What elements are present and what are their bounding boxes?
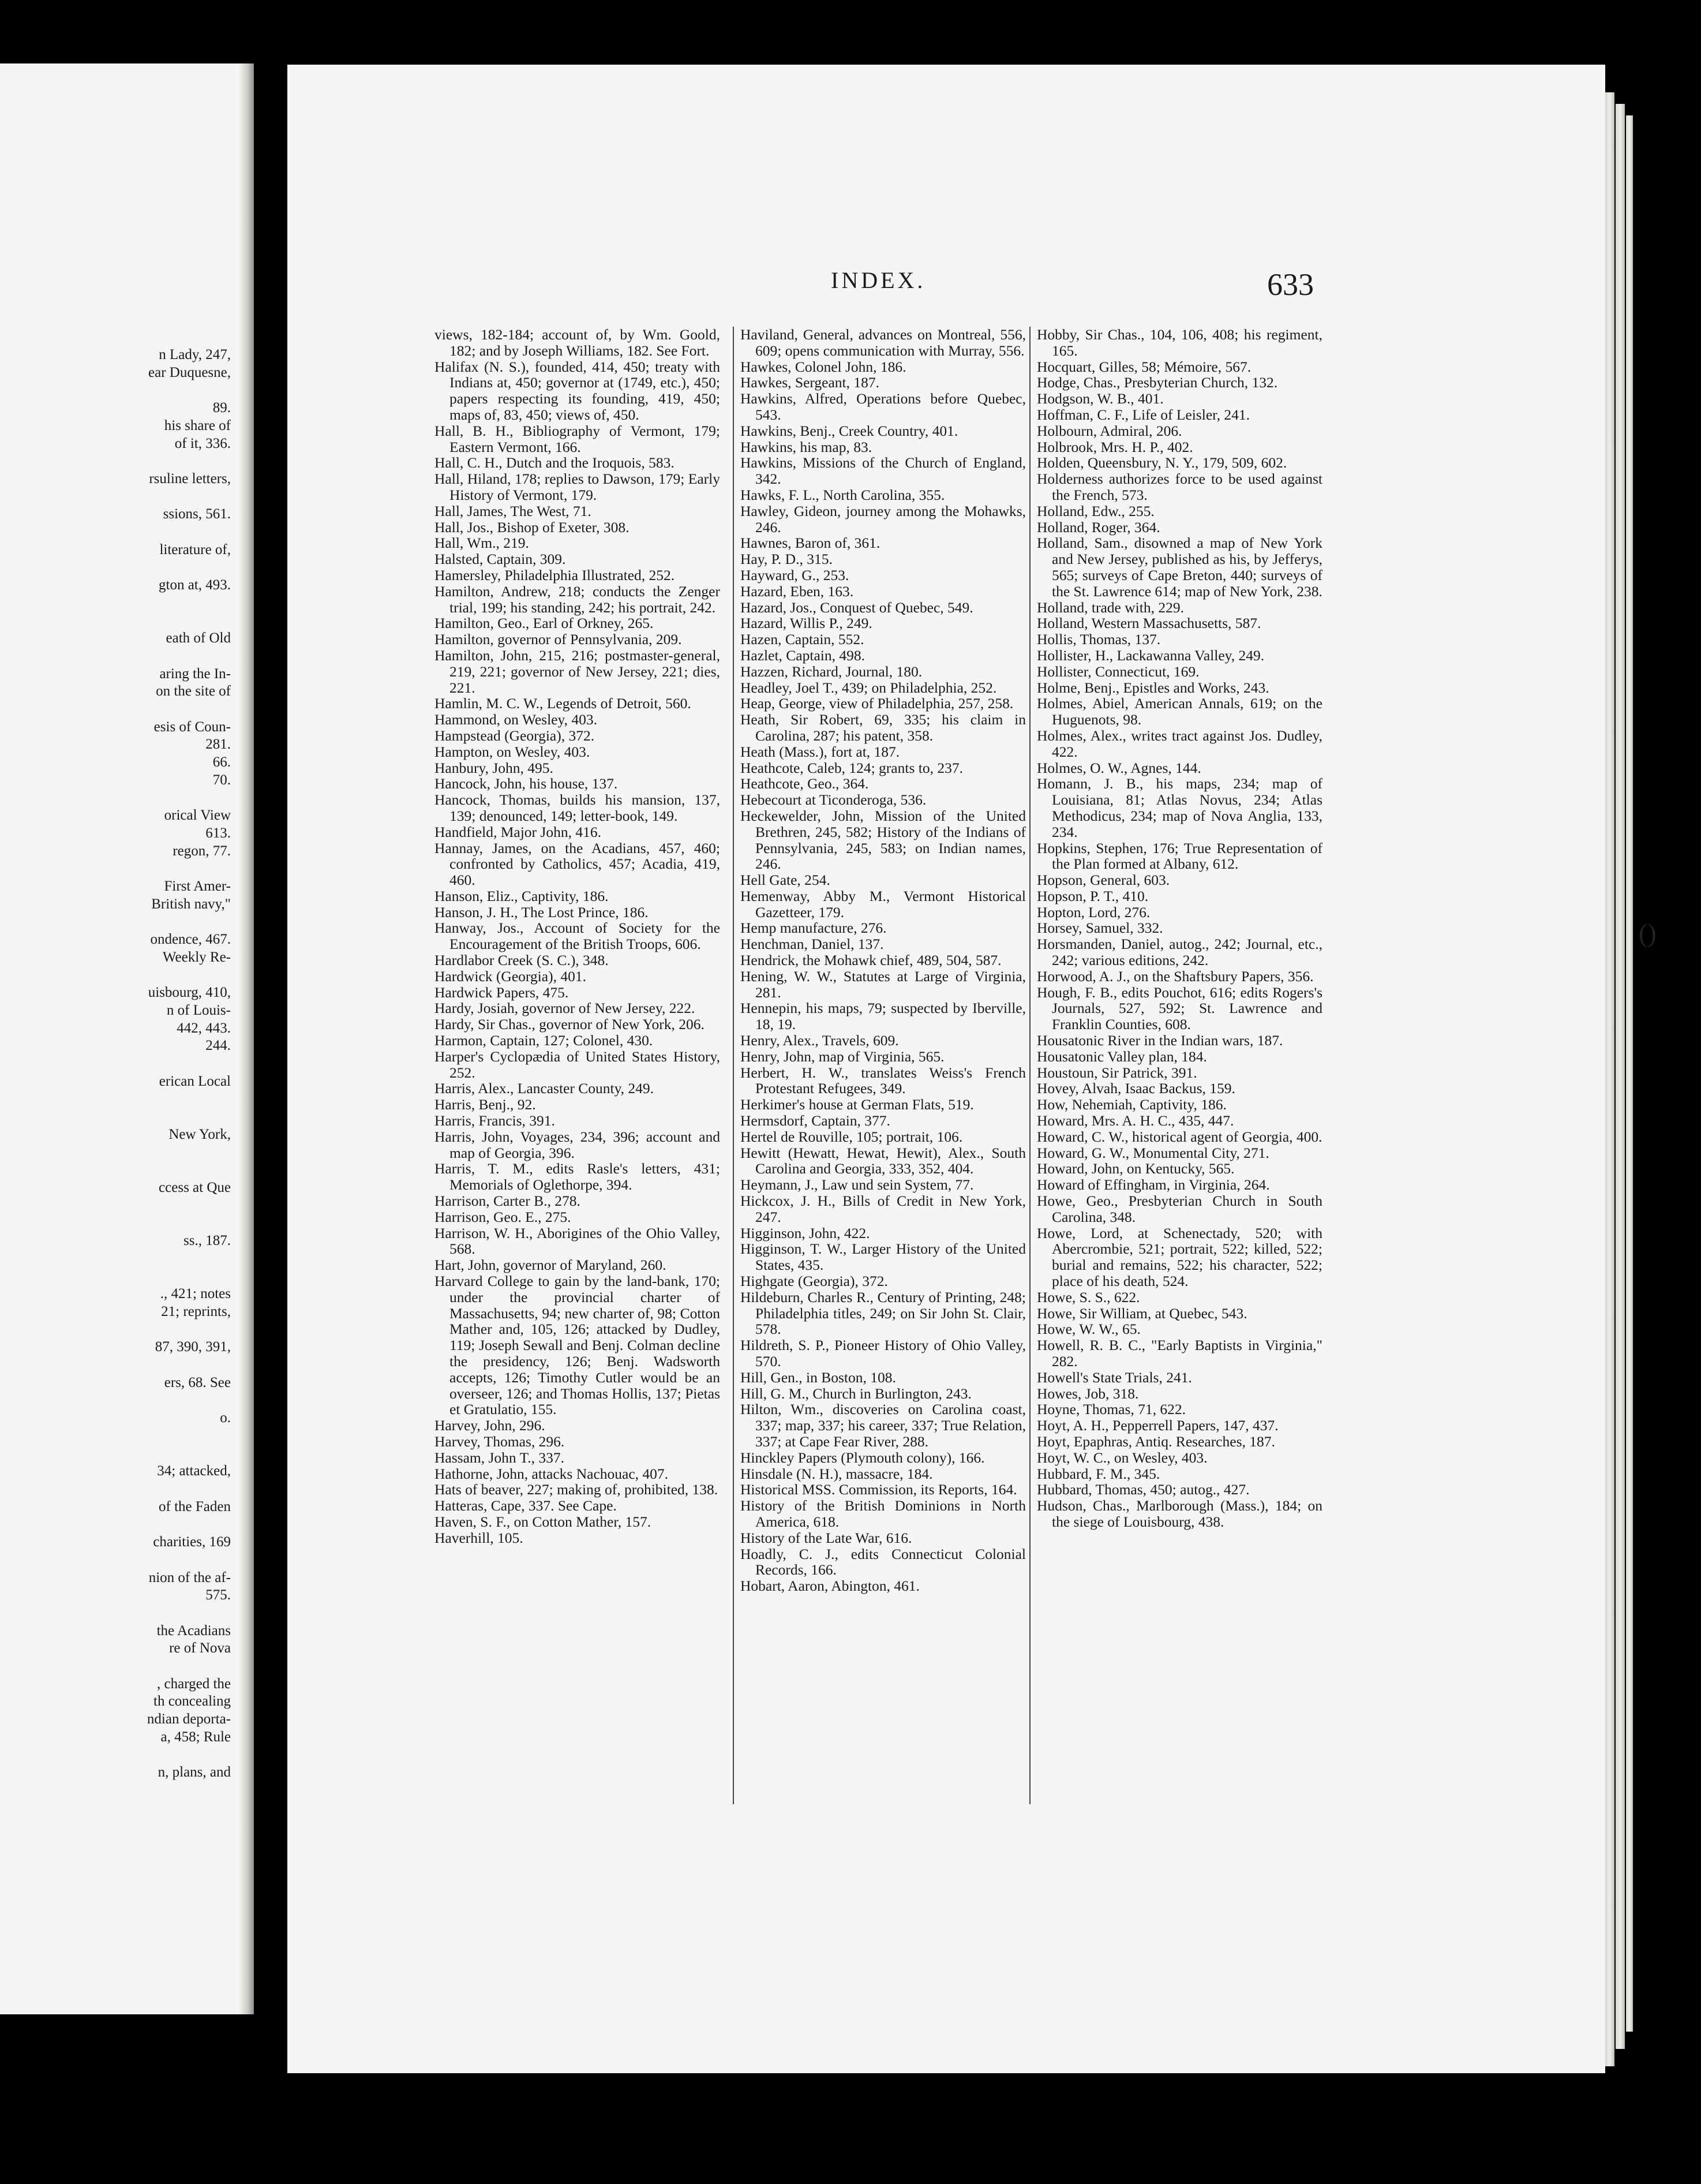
left-page-line [0, 1197, 231, 1215]
index-entry: Haverhill, 105. [434, 1529, 523, 1546]
left-page-line: charities, 169 [153, 1534, 231, 1550]
index-entry: Hamilton, governor of Pennsylvania, 209. [434, 631, 682, 648]
index-entry: Harvey, John, 296. [434, 1417, 545, 1434]
index-entry: Hamersley, Philadelphia Illustrated, 252. [434, 566, 675, 584]
left-page-line [0, 452, 231, 470]
index-column-1 [434, 327, 720, 1546]
left-page-line: ndian deporta- [147, 1711, 231, 1727]
index-entry: Howard, G. W., Monumental City, 271. [1037, 1144, 1269, 1161]
index-entry: Hemp manufacture, 276. [740, 919, 887, 937]
index-entry: Herbert, H. W., translates Weiss's French Protestant Refugees, 349. [740, 1064, 1026, 1097]
left-page-line [0, 1392, 231, 1409]
index-entry: Harris, Benj., 92. [434, 1096, 536, 1113]
left-page-line [0, 967, 231, 985]
index-entry: Hamilton, Geo., Earl of Orkney, 265. [434, 615, 654, 632]
left-page-line [0, 1161, 231, 1179]
left-page-line: ssions, 561. [163, 506, 231, 522]
index-entry: Horsey, Samuel, 332. [1037, 919, 1163, 937]
index-entry: Harvard College to gain by the land-bank, 170; under the provincial charter of Massachusetts, 94; new charter of, 98; Cotton Mather and, 105, 126; attacked by Dudley, 119; Joseph Sewall and Benj. Colman decline the presidency, 126; Benj. Wadsworth accepts, 126; Timothy Cutler would be an overseer, 126; and Thomas Hollis, 137; Pietas et Gratulatio, 155. [434, 1273, 720, 1418]
index-entry: Hanson, Eliz., Captivity, 186. [434, 887, 609, 904]
left-page-line [0, 914, 231, 932]
index-entry: Howard, John, on Kentucky, 565. [1037, 1160, 1235, 1177]
index-entry: Hatteras, Cape, 337. See Cape. [434, 1497, 617, 1514]
index-entry: Hawnes, Baron of, 361. [740, 534, 881, 552]
index-entry: Harrison, Geo. E., 275. [434, 1208, 571, 1225]
index-entry: Heymann, J., Law und sein System, 77. [740, 1176, 974, 1194]
index-entry: Hall, C. H., Dutch and the Iroquois, 583. [434, 454, 675, 472]
left-page-line: gton at, 493. [159, 577, 231, 593]
left-page-line: New York, [168, 1126, 231, 1142]
index-entry: Hats of beaver, 227; making of, prohibited, 138. [434, 1481, 718, 1498]
column-rule [733, 327, 734, 1804]
index-entry: Henry, John, map of Virginia, 565. [740, 1048, 945, 1065]
index-entry: Hollister, H., Lackawanna Valley, 249. [1037, 646, 1265, 664]
index-entry: Howe, Sir William, at Quebec, 543. [1037, 1304, 1247, 1322]
index-entry: Hardlabor Creek (S. C.), 348. [434, 952, 609, 969]
left-page-line: , charged the [157, 1676, 231, 1692]
index-entry: Hoyt, A. H., Pepperrell Papers, 147, 437. [1037, 1417, 1279, 1434]
index-entry: Howell's State Trials, 241. [1037, 1368, 1192, 1386]
index-entry: Historical MSS. Commission, its Reports, 164. [740, 1481, 1017, 1498]
index-entry: Holden, Queensbury, N. Y., 179, 509, 602. [1037, 454, 1287, 472]
index-entry: Higginson, T. W., Larger History of the United States, 435. [740, 1240, 1026, 1274]
index-entry: Halifax (N. S.), founded, 414, 450; treaty with Indians at, 450; governor at (1749, etc.), 450; papers respecting its founding, 419, 450; maps of, 83, 450; views of, 450. [434, 358, 720, 423]
index-entry: Hill, Gen., in Boston, 108. [740, 1368, 896, 1386]
index-entry: Hawkes, Colonel John, 186. [740, 358, 906, 375]
index-entry: How, Nehemiah, Captivity, 186. [1037, 1096, 1227, 1113]
left-page-line [0, 1055, 231, 1073]
index-entry: Henchman, Daniel, 137. [740, 936, 884, 953]
left-page-line [0, 559, 231, 577]
left-page-line [0, 1268, 231, 1286]
index-entry: Highgate (Georgia), 372. [740, 1273, 888, 1290]
page-edge [1605, 92, 1614, 2066]
index-entry: Harvey, Thomas, 296. [434, 1433, 565, 1450]
left-page-line: 34; attacked, [157, 1463, 231, 1479]
index-entry: Hobart, Aaron, Abington, 461. [740, 1577, 920, 1595]
left-page-line [0, 1356, 231, 1374]
left-page-line: re of Nova [169, 1640, 231, 1656]
index-entry: Hodgson, W. B., 401. [1037, 390, 1164, 407]
left-page-line: erican Local [159, 1073, 231, 1089]
index-entry: Hardy, Josiah, governor of New Jersey, 222. [434, 1000, 695, 1017]
index-entry: Holderness authorizes force to be used against the French, 573. [1037, 470, 1322, 503]
index-entry: Howell, R. B. C., "Early Baptists in Virginia," 282. [1037, 1337, 1322, 1370]
index-entry: Hawkes, Sergeant, 187. [740, 374, 880, 391]
index-entry: Hendrick, the Mohawk chief, 489, 504, 587. [740, 952, 1002, 969]
left-page-line: n Lady, 247, [159, 347, 231, 362]
left-page-line: 575. [205, 1587, 231, 1603]
left-page-line: 442, 443. [177, 1020, 231, 1036]
index-entry: Houstoun, Sir Patrick, 391. [1037, 1064, 1197, 1081]
index-entry: Howe, Lord, at Schenectady, 520; with Abercrombie, 521; portrait, 522; killed, 522; burial and remains, 522; his character, 522; place of his death, 524. [1037, 1224, 1322, 1290]
index-entry: views, 182-184; account of, by Wm. Goold, 182; and by Joseph Williams, 182. See Fort. [434, 326, 720, 359]
index-entry: Hay, P. D., 315. [740, 551, 833, 568]
index-entry: Hardy, Sir Chas., governor of New York, 206. [434, 1016, 705, 1033]
index-entry: Henry, Alex., Travels, 609. [740, 1032, 899, 1049]
left-page-line [0, 488, 231, 506]
index-entry: Hildeburn, Charles R., Century of Printing, 248; Philadelphia titles, 249; on Sir John St. Clair, 578. [740, 1288, 1026, 1338]
index-entry: Hough, F. B., edits Pouchot, 616; edits Rogers's Journals, 527, 592; St. Lawrence and Franklin Counties, 608. [1037, 983, 1322, 1033]
index-entry: Hall, B. H., Bibliography of Vermont, 179; Eastern Vermont, 166. [434, 422, 720, 455]
index-entry: History of the Late War, 616. [740, 1529, 912, 1546]
index-entry: Heathcote, Geo., 364. [740, 775, 869, 792]
index-entry: Hudson, Chas., Marlborough (Mass.), 184; on the siege of Louisbourg, 438. [1037, 1497, 1322, 1530]
index-entry: Howe, W. W., 65. [1037, 1321, 1141, 1338]
index-entry: Hamilton, Andrew, 218; conducts the Zenger trial, 199; his standing, 242; his portrait, 242. [434, 582, 720, 616]
page-edge [1626, 115, 1633, 2032]
left-page-line: esis of Coun- [153, 719, 231, 735]
index-entry: Horsmanden, Daniel, autog., 242; Journal, etc., 242; various editions, 242. [1037, 936, 1322, 969]
left-page-line [0, 1605, 231, 1622]
left-page-line [0, 523, 231, 541]
index-entry: Hazlet, Captain, 498. [740, 646, 865, 664]
left-page-line [0, 594, 231, 612]
index-entry: Hinsdale (N. H.), massacre, 184. [740, 1465, 933, 1482]
index-entry: Howard, Mrs. A. H. C., 435, 447. [1037, 1112, 1234, 1130]
index-entry: Housatonic Valley plan, 184. [1037, 1048, 1207, 1065]
index-entry: Hollister, Connecticut, 169. [1037, 663, 1200, 680]
left-page-line [0, 860, 231, 878]
index-entry: Hawkins, Benj., Creek Country, 401. [740, 422, 958, 439]
left-page-line: eath of Old [166, 630, 231, 646]
index-entry: Headley, Joel T., 439; on Philadelphia, 252. [740, 679, 997, 696]
index-entry: Hoyne, Thomas, 71, 622. [1037, 1401, 1186, 1418]
index-entry: Holbourn, Admiral, 206. [1037, 422, 1182, 439]
index-entry: Harrison, W. H., Aborigines of the Ohio Valley, 568. [434, 1224, 720, 1258]
page-number: 633 [1267, 267, 1314, 302]
index-entry: Hampstead (Georgia), 372. [434, 727, 595, 744]
index-entry: Howard of Effingham, in Virginia, 264. [1037, 1176, 1270, 1194]
left-page-line [0, 1480, 231, 1498]
index-entry: Holmes, Alex., writes tract against Jos. Dudley, 422. [1037, 727, 1322, 760]
index-column-3 [1037, 327, 1322, 1530]
index-entry: Heap, George, view of Philadelphia, 257, 258. [740, 695, 1014, 712]
index-column-2 [740, 327, 1026, 1594]
edge-mark: () [1639, 918, 1657, 948]
index-entry: Hoadly, C. J., edits Connecticut Colonial Records, 166. [740, 1545, 1026, 1579]
left-page-line [0, 1747, 231, 1764]
index-entry: Holmes, O. W., Agnes, 144. [1037, 759, 1201, 776]
column-rule [1029, 327, 1031, 1804]
index-entry: Hampton, on Wesley, 403. [434, 743, 590, 760]
index-entry: Hell Gate, 254. [740, 872, 830, 889]
left-page-line: 613. [205, 825, 231, 841]
index-entry: Hertel de Rouville, 105; portrait, 106. [740, 1128, 963, 1145]
index-entry: Hathorne, John, attacks Nachouac, 407. [434, 1465, 669, 1482]
index-entry: Heath, Sir Robert, 69, 335; his claim in Carolina, 287; his patent, 358. [740, 711, 1026, 744]
left-page-line: n, plans, and [158, 1764, 231, 1781]
left-page-line: 244. [205, 1038, 231, 1054]
index-entry: Hart, John, governor of Maryland, 260. [434, 1256, 666, 1274]
left-page-line: regon, 77. [173, 843, 231, 859]
index-entry: Hazen, Captain, 552. [740, 631, 864, 648]
index-entry: Harris, T. M., edits Rasle's letters, 431; Memorials of Oglethorpe, 394. [434, 1160, 720, 1194]
index-entry: Hawkins, his map, 83. [740, 438, 872, 455]
index-entry: Harris, Alex., Lancaster County, 249. [434, 1080, 654, 1097]
left-page-line [0, 1551, 231, 1569]
index-entry: Hayward, G., 253. [740, 566, 849, 584]
left-page-line [0, 648, 231, 665]
left-page-line [0, 1445, 231, 1463]
index-entry: Holland, trade with, 229. [1037, 599, 1184, 616]
index-entry: Hazzen, Richard, Journal, 180. [740, 663, 923, 680]
index-entry: Hilton, Wm., discoveries on Carolina coast, 337; map, 337; his career, 337; True Relation, 337; at Cape Fear River, 288. [740, 1401, 1026, 1450]
index-entry: Hannay, James, on the Acadians, 457, 460; confronted by Catholics, 457; Acadia, 419, 460. [434, 839, 720, 889]
left-page-line: a, 458; Rule [160, 1729, 231, 1745]
index-entry: Hassam, John T., 337. [434, 1449, 565, 1466]
left-page-line: ss., 187. [183, 1233, 231, 1249]
index-entry: Hubbard, F. M., 345. [1037, 1465, 1160, 1482]
index-entry: Howard, C. W., historical agent of Georgia, 400. [1037, 1128, 1322, 1145]
left-page-line [0, 382, 231, 399]
index-entry: Hollis, Thomas, 137. [1037, 631, 1161, 648]
index-entry: Hardwick (Georgia), 401. [434, 967, 586, 985]
index-entry: Hoffman, C. F., Life of Leisler, 241. [1037, 406, 1250, 423]
index-entry: Hopson, General, 603. [1037, 872, 1170, 889]
index-entry: Howes, Job, 318. [1037, 1385, 1139, 1402]
index-entry: Hancock, Thomas, builds his mansion, 137, 139; denounced, 149; letter-book, 149. [434, 791, 720, 824]
index-entry: Hinckley Papers (Plymouth colony), 166. [740, 1449, 985, 1466]
index-entry: Holland, Roger, 364. [1037, 518, 1160, 536]
index-entry: Horwood, A. J., on the Shaftsbury Papers, 356. [1037, 967, 1314, 985]
index-entry: Hening, W. W., Statutes at Large of Virginia, 281. [740, 967, 1026, 1001]
left-page-line: First Amer- [164, 878, 231, 895]
index-entry: Holland, Edw., 255. [1037, 502, 1155, 519]
index-entry: Homann, J. B., his maps, 234; map of Louisiana, 81; Atlas Novus, 234; Atlas Methodicus, 234; map of Nova Anglia, 133, 234. [1037, 775, 1322, 840]
left-page-line: orical View [164, 807, 231, 824]
index-entry: Handfield, Major John, 416. [434, 823, 601, 840]
index-entry: Hoyt, Epaphras, Antiq. Researches, 187. [1037, 1433, 1275, 1450]
index-entry: Hodge, Chas., Presbyterian Church, 132. [1037, 374, 1278, 391]
index-entry: Hall, James, The West, 71. [434, 502, 591, 519]
index-entry: Harper's Cyclopædia of United States History, 252. [434, 1048, 720, 1081]
index-entry: Holbrook, Mrs. H. P., 402. [1037, 438, 1193, 455]
index-entry: Harrison, Carter B., 278. [434, 1192, 580, 1210]
left-page-line: ondence, 467. [150, 932, 231, 948]
left-page-line: ers, 68. See [164, 1374, 231, 1390]
index-entry: Holland, Western Massachusetts, 587. [1037, 615, 1261, 632]
left-page [0, 63, 254, 2014]
index-entry: Hill, G. M., Church in Burlington, 243. [740, 1385, 972, 1402]
index-entry: Hobby, Sir Chas., 104, 106, 408; his regiment, 165. [1037, 326, 1322, 359]
index-entry: Hanway, Jos., Account of Society for the Encouragement of the British Troops, 606. [434, 919, 720, 953]
index-entry: Hennepin, his maps, 79; suspected by Iberville, 18, 19. [740, 1000, 1026, 1033]
index-entry: Harris, John, Voyages, 234, 396; account and map of Georgia, 396. [434, 1128, 720, 1161]
index-entry: Hemenway, Abby M., Vermont Historical Gazetteer, 179. [740, 887, 1026, 921]
left-page-line: aring the In- [159, 665, 231, 682]
index-entry: Halsted, Captain, 309. [434, 551, 566, 568]
index-entry: Howe, Geo., Presbyterian Church in South Carolina, 348. [1037, 1192, 1322, 1225]
left-page-line: his share of [164, 417, 231, 433]
left-page-line: 89. [212, 400, 231, 416]
index-entry: Hamilton, John, 215, 216; postmaster-general, 219, 221; governor of New Jersey, 221; dies, 221. [434, 646, 720, 696]
index-entry: Hebecourt at Ticonderoga, 536. [740, 791, 927, 809]
left-page-line: n of Louis- [166, 1003, 231, 1019]
index-entry: Hildreth, S. P., Pioneer History of Ohio Valley, 570. [740, 1337, 1026, 1370]
left-page-line: o. [220, 1410, 231, 1426]
left-page-line [0, 612, 231, 630]
index-entry: Hocquart, Gilles, 58; Mémoire, 567. [1037, 358, 1252, 375]
index-entry: Hazard, Willis P., 249. [740, 615, 872, 632]
left-page-line: the Acadians [156, 1622, 231, 1639]
index-entry: Hickcox, J. H., Bills of Credit in New York, 247. [740, 1192, 1026, 1225]
index-entry: Heckewelder, John, Mission of the United Brethren, 245, 582; History of the Indians of Pennsylvania, 245, 583; on Indian names, 246. [740, 807, 1026, 873]
left-page-line: 70. [212, 772, 231, 788]
index-entry: Hewitt (Hewatt, Hewat, Hewit), Alex., South Carolina and Georgia, 333, 352, 404. [740, 1144, 1026, 1177]
left-page-line: ., 421; notes [160, 1286, 231, 1302]
index-entry: Hawley, Gideon, journey among the Mohawks, 246. [740, 502, 1026, 536]
index-entry: Hawks, F. L., North Carolina, 355. [740, 486, 945, 503]
index-entry: Harmon, Captain, 127; Colonel, 430. [434, 1032, 653, 1049]
index-entry: Hall, Jos., Bishop of Exeter, 308. [434, 518, 630, 536]
left-page-line: ear Duquesne, [148, 364, 231, 380]
index-entry: History of the British Dominions in North America, 618. [740, 1497, 1026, 1530]
left-page-line: nion of the af- [148, 1569, 231, 1585]
index-entry: Hopson, P. T., 410. [1037, 887, 1149, 904]
index-entry: Hammond, on Wesley, 403. [434, 711, 597, 728]
index-entry: Hawkins, Alfred, Operations before Quebec, 543. [740, 390, 1026, 423]
index-entry: Hall, Wm., 219. [434, 534, 529, 552]
index-entry: Hawkins, Missions of the Church of England, 342. [740, 454, 1026, 488]
index-entry: Hardwick Papers, 475. [434, 983, 569, 1001]
left-page-line [0, 1108, 231, 1126]
index-entry: Howe, S. S., 622. [1037, 1288, 1140, 1306]
left-page-line [0, 1516, 231, 1534]
index-entry: Hopton, Lord, 276. [1037, 903, 1151, 921]
gutter-shadow [239, 63, 254, 2014]
index-entry: Heath (Mass.), fort at, 187. [740, 743, 900, 760]
left-page-line: th concealing [153, 1693, 231, 1710]
left-page-line: rsuline letters, [149, 470, 231, 487]
left-page-line: on the site of [156, 683, 231, 700]
left-page-line: literature of, [159, 541, 231, 558]
left-page-line [0, 1427, 231, 1445]
left-page-line: of it, 336. [174, 435, 231, 451]
left-page-line: 66. [212, 754, 231, 771]
index-entry: Hermsdorf, Captain, 377. [740, 1112, 890, 1130]
left-page-line [0, 1144, 231, 1162]
left-page-line: of the Faden [159, 1498, 231, 1514]
index-entry: Holmes, Abiel, American Annals, 619; on the Huguenots, 98. [1037, 695, 1322, 728]
left-page-line [0, 790, 231, 807]
left-page-line [0, 1214, 231, 1232]
index-entry: Haviland, General, advances on Montreal, 556, 609; opens communication with Murray, 556. [740, 326, 1026, 359]
index-entry: Housatonic River in the Indian wars, 187. [1037, 1032, 1283, 1049]
index-entry: Hanson, J. H., The Lost Prince, 186. [434, 903, 649, 921]
page-edge [1616, 104, 1625, 2049]
left-page-line [0, 1658, 231, 1676]
index-entry: Haven, S. F., on Cotton Mather, 157. [434, 1513, 651, 1530]
index-entry: Hanbury, John, 495. [434, 759, 553, 776]
index-entry: Hovey, Alvah, Isaac Backus, 159. [1037, 1080, 1235, 1097]
index-entry: Heathcote, Caleb, 124; grants to, 237. [740, 759, 963, 776]
left-page-line [0, 1250, 231, 1268]
index-entry: Herkimer's house at German Flats, 519. [740, 1096, 974, 1113]
left-page-line: uisbourg, 410, [148, 985, 231, 1001]
index-entry: Hancock, John, his house, 137. [434, 775, 618, 792]
index-entry: Hopkins, Stephen, 176; True Representation of the Plan formed at Albany, 612. [1037, 839, 1322, 873]
left-page-line [0, 1091, 231, 1109]
left-page-line: 87, 390, 391, [155, 1339, 231, 1355]
index-entry: Hoyt, W. C., on Wesley, 403. [1037, 1449, 1208, 1466]
running-head: INDEX. [831, 267, 926, 293]
index-entry: Holland, Sam., disowned a map of New York and New Jersey, published as his, by Jefferys, 565; surveys of Cape Breton, 440; surveys of the St. Lawrence 614; map of New York, 238. [1037, 534, 1322, 600]
index-entry: Holme, Benj., Epistles and Works, 243. [1037, 679, 1269, 696]
left-page-line: British navy," [151, 896, 231, 912]
index-entry: Harris, Francis, 391. [434, 1112, 555, 1130]
left-page-line: ccess at Que [159, 1180, 231, 1196]
index-entry: Hazard, Eben, 163. [740, 582, 854, 600]
left-page-line [0, 701, 231, 719]
left-page-line [0, 1321, 231, 1339]
index-entry: Hubbard, Thomas, 450; autog., 427. [1037, 1481, 1250, 1498]
left-page-line: 281. [205, 736, 231, 753]
index-entry: Higginson, John, 422. [740, 1224, 870, 1241]
left-page-line: 21; reprints, [161, 1303, 231, 1319]
index-entry: Hall, Hiland, 178; replies to Dawson, 179; Early History of Vermont, 179. [434, 470, 720, 503]
index-entry: Hazard, Jos., Conquest of Quebec, 549. [740, 599, 973, 616]
left-page-line: Weekly Re- [162, 949, 231, 965]
left-page-text [0, 346, 231, 1782]
index-entry: Hamlin, M. C. W., Legends of Detroit, 560. [434, 695, 691, 712]
